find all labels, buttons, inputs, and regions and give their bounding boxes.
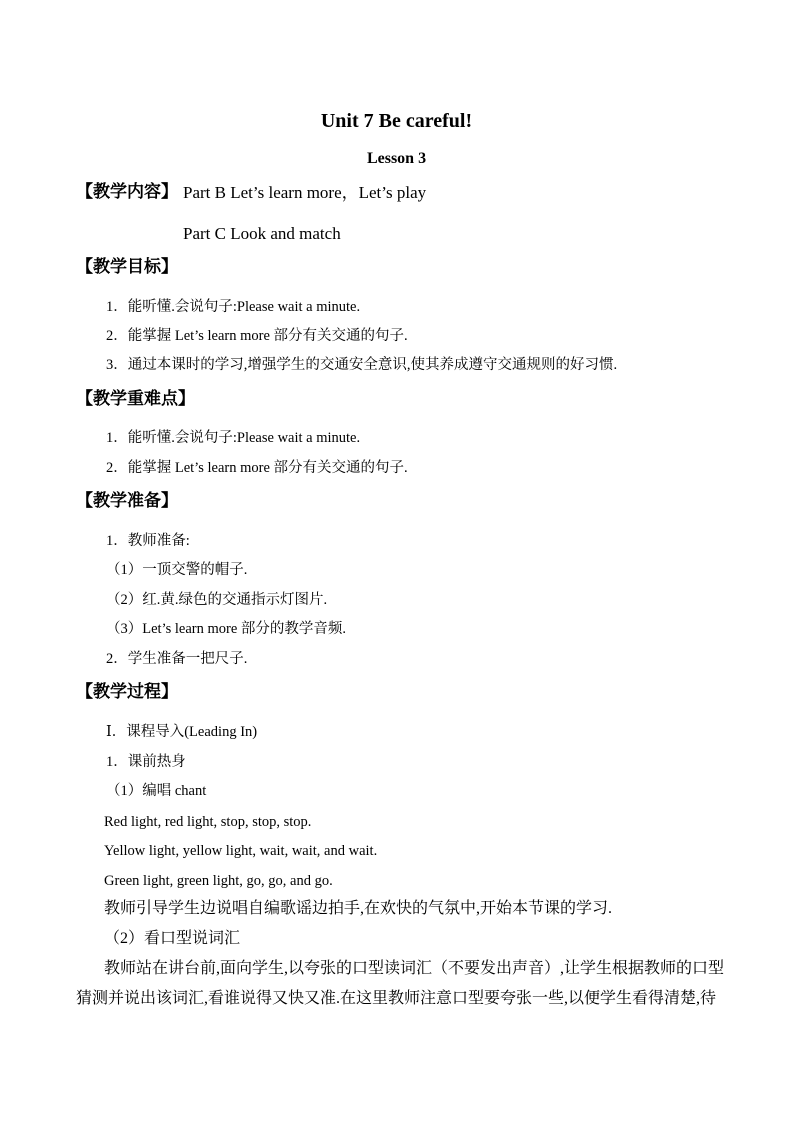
process-item-3: （1）编唱 chant [106,783,207,799]
preparation-item-4: （3）Let’s learn more 部分的教学音频. [106,621,347,637]
preparation-item-3: （2）红.黄.绿色的交通指示灯图片. [106,592,328,608]
process-paragraph-2-line-1: 教师站在讲台前,面向学生,以夸张的口型读词汇（不要发出声音）,让学生根据教师的口型 [104,960,725,977]
teaching-content-line-2: Part C Look and match [183,224,341,243]
objective-item-1: 1．能听懂.会说句子:Please wait a minute. [106,299,361,315]
objective-item-3: 3．通过本课时的学习,增强学生的交通安全意识,使其养成遵守交通规则的好习惯. [106,357,618,373]
process-paragraph-2-line-2: 猜测并说出该词汇,看谁说得又快又准.在这里教师注意口型要夸张一些,以便学生看得清楚,待 [76,990,717,1007]
preparation-item-5: 2．学生准备一把尺子. [106,651,248,667]
teaching-content-line-1: Part B Let’s learn more，Let’s play [183,183,427,202]
key-point-item-1: 1．能听懂.会说句子:Please wait a minute. [106,430,361,446]
process-paragraph-1: 教师引导学生边说唱自编歌谣边拍手,在欢快的气氛中,开始本节课的学习. [104,900,613,917]
process-heading: 【教学过程】 [76,682,178,701]
document-title: Unit 7 Be careful! [320,110,473,132]
lesson-subtitle: Lesson 3 [366,150,427,167]
process-item-2: 1．课前热身 [106,754,186,770]
chant-line-3: Green light, green light, go, go, and go. [104,873,333,889]
teaching-content-heading: 【教学内容】 [76,182,178,201]
key-point-item-2: 2．能掌握 Let’s learn more 部分有关交通的句子. [106,460,408,476]
preparation-item-2: （1）一顶交警的帽子. [106,562,248,578]
key-points-heading: 【教学重难点】 [76,389,195,408]
process-item-1: Ⅰ．课程导入(Leading In) [106,724,258,740]
preparation-heading: 【教学准备】 [76,491,178,510]
chant-line-1: Red light, red light, stop, stop, stop. [104,814,312,830]
objectives-heading: 【教学目标】 [76,257,178,276]
preparation-item-1: 1．教师准备: [106,533,190,549]
process-item-4: （2）看口型说词汇 [104,930,241,947]
objective-item-2: 2．能掌握 Let’s learn more 部分有关交通的句子. [106,328,408,344]
chant-line-2: Yellow light, yellow light, wait, wait, and wait. [104,843,378,859]
